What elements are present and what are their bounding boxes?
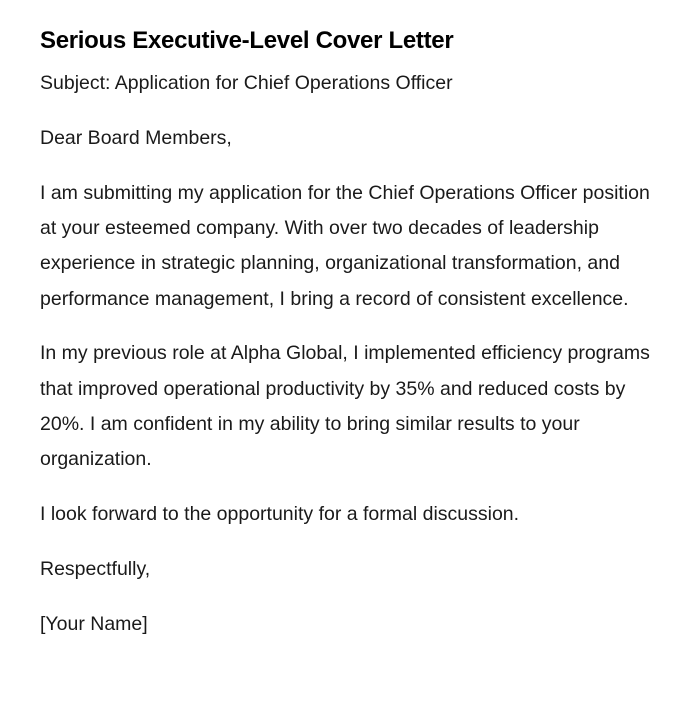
signature: [Your Name] — [40, 612, 148, 635]
body-paragraph-2: In my previous role at Alpha Global, I implemented efficiency programs that improved operational productivity by 35% and reduced costs by 20%. I am confident in my ability to bring similar results to your organization. — [40, 342, 650, 471]
salutation: Dear Board Members, — [40, 127, 232, 149]
closing: Respectfully, — [40, 557, 151, 580]
body-paragraph-3: I look forward to the opportunity for a formal discussion. — [40, 502, 520, 525]
body-paragraph-1: I am submitting my application for the Chief Operations Officer position at your esteemed company. With over two decades of leadership experience in strategic planning, organizational transformation, and performance management, I bring a record of consistent excellence. — [40, 182, 650, 310]
subject-line: Subject: Application for Chief Operations Officer — [40, 72, 453, 94]
document-title: Serious Executive-Level Cover Letter — [40, 27, 454, 54]
cover-letter-document — [40, 24, 660, 662]
